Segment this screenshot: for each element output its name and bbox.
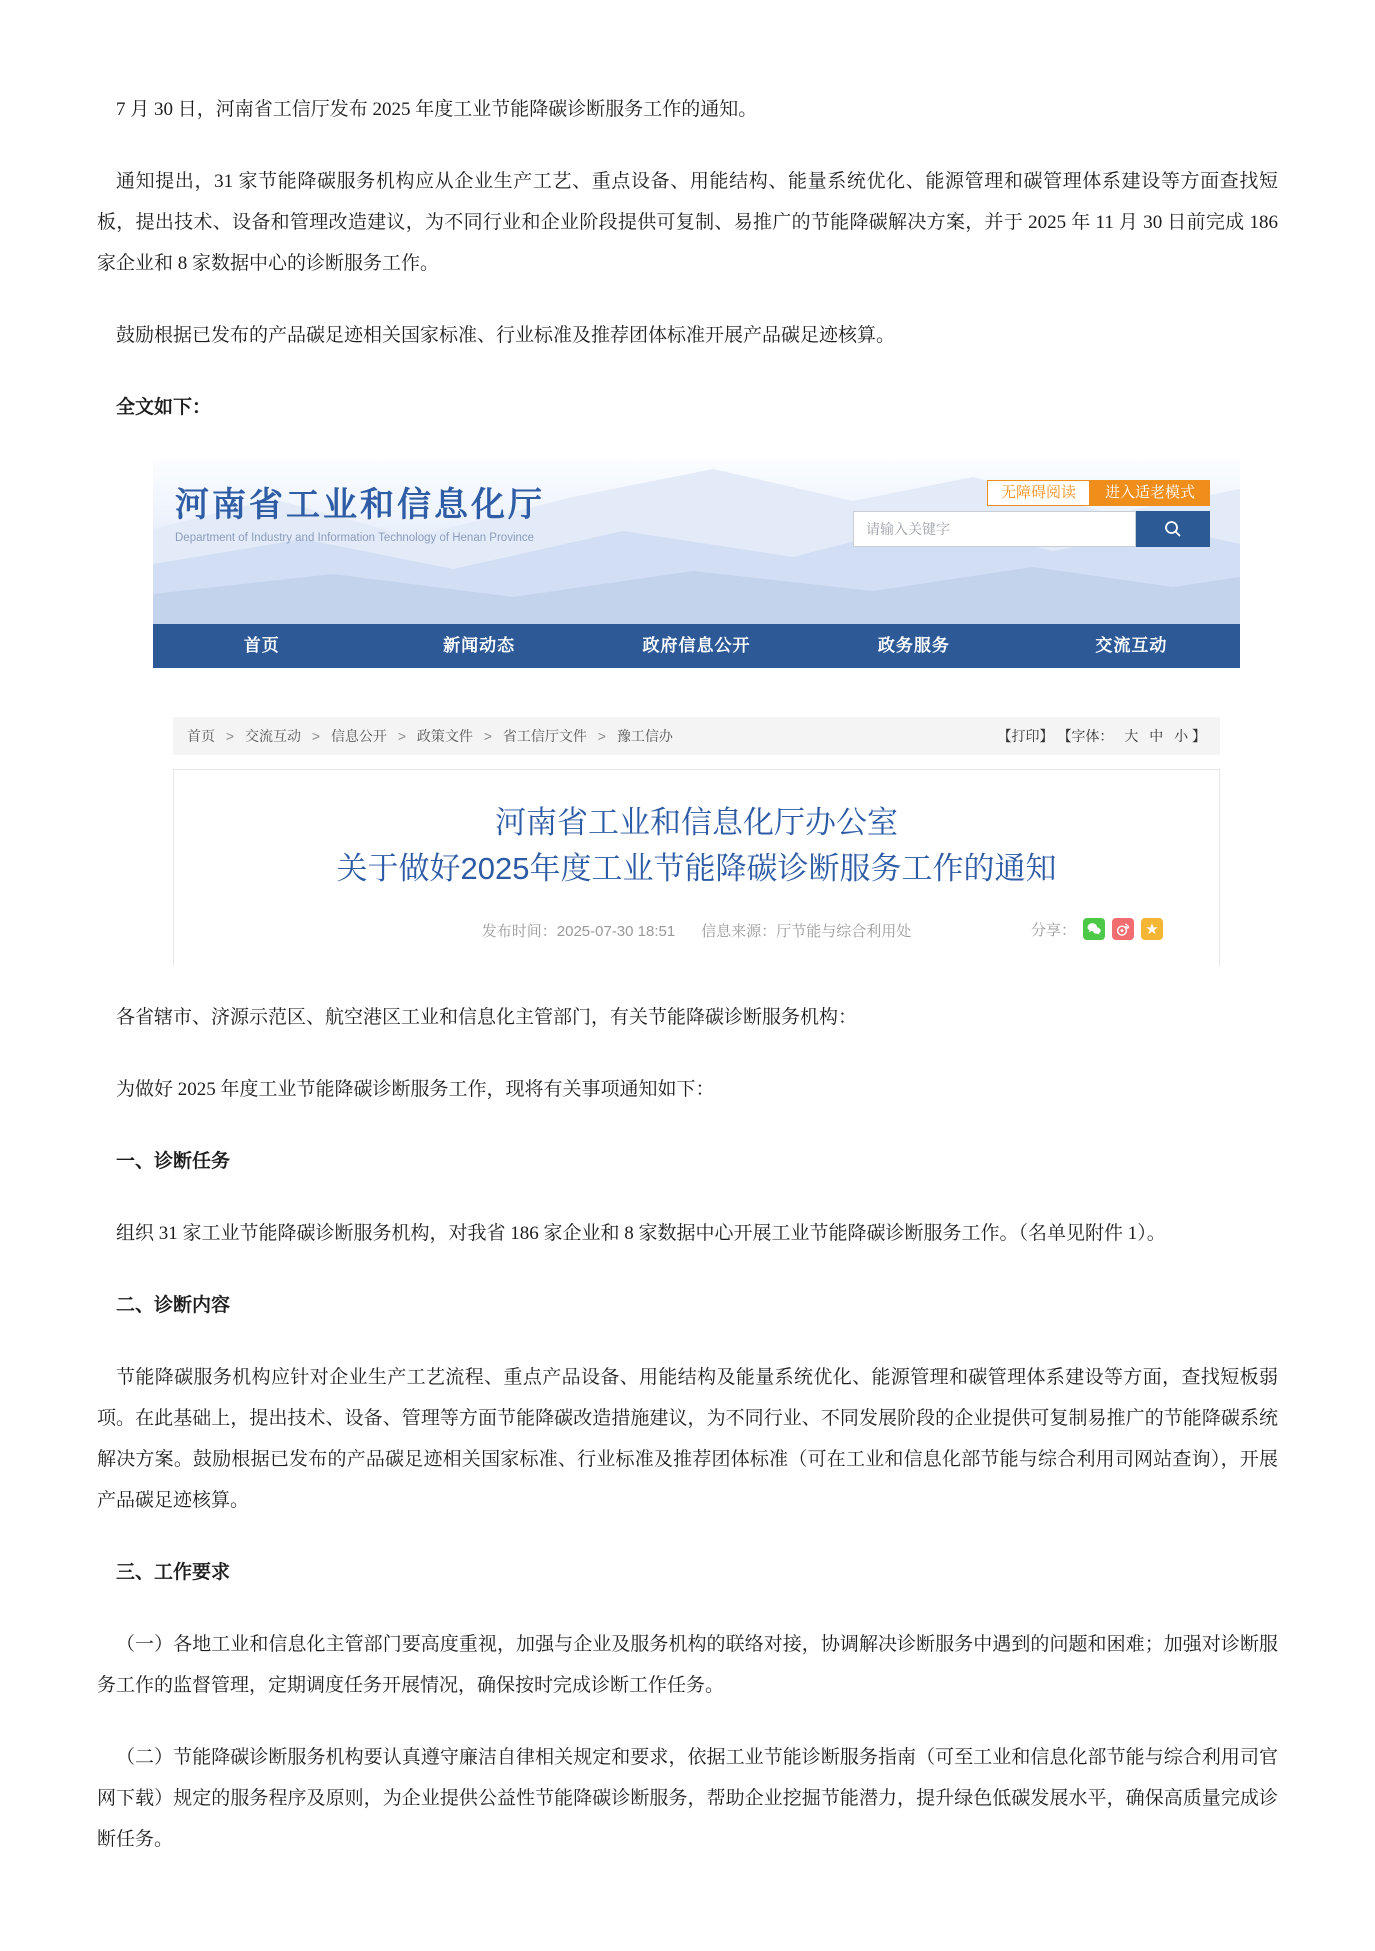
section-paragraph: （一）各地工业和信息化主管部门要高度重视，加强与企业及服务机构的联络对接，协调解决诊断服务中遇到的问题和困难；加强对诊断服务工作的监督管理，定期调度任务开展情况，确保按时完成诊断工作任务。 — [97, 1634, 1278, 1696]
embedded-site-screenshot — [153, 459, 1240, 966]
breadcrumb-item-policy-docs[interactable]: 政策文件 — [416, 728, 473, 744]
search-bar — [853, 511, 1210, 547]
font-size-small[interactable]: 小 — [1174, 728, 1189, 744]
breadcrumb — [187, 726, 673, 746]
breadcrumb-separator: > — [311, 728, 321, 744]
notice-title-line1: 河南省工业和信息化厅办公室 — [495, 805, 898, 840]
intro-section — [0, 0, 1375, 428]
nav-item-interaction[interactable]: 交流互动 — [1095, 636, 1168, 655]
section-heading: 二、诊断内容 — [116, 1295, 231, 1316]
source-value: 厅节能与综合利用处 — [776, 923, 912, 940]
site-logo — [175, 477, 545, 544]
section-heading: 一、诊断任务 — [116, 1151, 231, 1172]
notice-lead: 为做好 2025 年度工业节能降碳诊断服务工作，现将有关事项通知如下： — [116, 1079, 715, 1100]
font-size-label-end: 】 — [1192, 728, 1206, 744]
nav-item-home[interactable]: 首页 — [243, 636, 280, 655]
weibo-share-icon[interactable] — [1112, 918, 1134, 940]
publish-time: 2025-07-30 18:51 — [556, 923, 676, 940]
font-size-label: 【字体： — [1057, 728, 1114, 744]
notice-title-line2: 关于做好2025年度工业节能降碳诊断服务工作的通知 — [336, 851, 1057, 886]
font-size-large[interactable]: 大 — [1124, 728, 1139, 744]
publish-time-label: 发布时间： — [481, 923, 557, 940]
accessibility-button[interactable]: 无障碍阅读 — [987, 480, 1090, 506]
site-banner — [153, 459, 1240, 624]
main-nav — [153, 624, 1240, 668]
elder-mode-button[interactable]: 进入适老模式 — [1090, 480, 1210, 506]
banner-buttons — [987, 480, 1210, 506]
section-heading: 三、工作要求 — [116, 1562, 231, 1583]
section-paragraph: 节能降碳服务机构应针对企业生产工艺流程、重点产品设备、用能结构及能量系统优化、能源管理和碳管理体系建设等方面，查找短板弱项。在此基础上，提出技术、设备、管理等方面节能降碳改造措施建议，为不同行业、不同发展阶段的企业提供可复制易推广的节能降碳系统解决方案。鼓励根据已发布的产品碳足迹相关国家标准、行业标准及推荐团体标准（可在工业和信息化部节能与综合利用司网站查询），开展产品碳足迹核算。 — [97, 1367, 1278, 1511]
search-input[interactable] — [853, 511, 1136, 547]
nav-item-news[interactable]: 新闻动态 — [443, 636, 516, 655]
intro-paragraph: 鼓励根据已发布的产品碳足迹相关国家标准、行业标准及推荐团体标准开展产品碳足迹核算。 — [116, 325, 896, 346]
breadcrumb-item-doc-type[interactable]: 豫工信办 — [616, 728, 673, 744]
source-label: 信息来源： — [701, 923, 777, 940]
breadcrumb-separator: > — [483, 728, 492, 744]
nav-item-services[interactable]: 政务服务 — [877, 636, 950, 655]
star-share-icon[interactable]: ★ — [1141, 918, 1163, 940]
breadcrumb-item-info[interactable]: 信息公开 — [330, 728, 387, 744]
banner-content-gap — [153, 668, 1240, 717]
breadcrumb-separator: > — [597, 728, 606, 744]
breadcrumb-bar — [173, 717, 1220, 755]
page-tools — [998, 726, 1206, 746]
notice-content-box — [173, 769, 1220, 966]
site-logo-title: 河南省工业和信息化厅 — [175, 486, 545, 524]
fulltext-label: 全文如下： — [116, 397, 212, 418]
breadcrumb-content-gap — [153, 755, 1240, 769]
site-logo-subtitle: Department of Industry and Information Technology of Henan Province — [175, 532, 535, 544]
search-icon — [1162, 518, 1184, 540]
intro-paragraph: 通知提出，31 家节能降碳服务机构应从企业生产工艺、重点设备、用能结构、能量系统优化、能源管理和碳管理体系建设等方面查找短板，提出技术、设备和管理改造建议，为不同行业和企业阶段提供可复制、易推广的节能降碳解决方案，并于 2025 年 11 月 30 日前完成 186 家企业和 8 家数据中心的诊断服务工作。 — [97, 171, 1278, 274]
breadcrumb-separator: > — [397, 728, 407, 744]
font-size-medium[interactable]: 中 — [1149, 728, 1164, 744]
share-label: 分享： — [1030, 921, 1076, 939]
print-button[interactable]: 【打印】 — [997, 728, 1054, 744]
notice-body — [0, 997, 1375, 1951]
wechat-share-icon[interactable] — [1083, 918, 1105, 940]
intro-paragraph: 7 月 30 日，河南省工信厅发布 2025 年度工业节能降碳诊断服务工作的通知。 — [116, 99, 758, 120]
breadcrumb-separator: > — [225, 728, 235, 744]
breadcrumb-item-dept-docs[interactable]: 省工信厅文件 — [502, 728, 587, 744]
search-button[interactable] — [1136, 511, 1210, 547]
breadcrumb-item-home[interactable]: 首页 — [187, 728, 215, 744]
breadcrumb-item-interaction[interactable]: 交流互动 — [244, 728, 301, 744]
section-paragraph: （二）节能降碳诊断服务机构要认真遵守廉洁自律相关规定和要求，依据工业节能诊断服务指南（可至工业和信息化部节能与综合利用司官网下载）规定的服务程序及原则，为企业提供公益性节能降碳诊断服务，帮助企业挖掘节能潜力，提升绿色低碳发展水平，确保高质量完成诊断任务。 — [97, 1747, 1278, 1850]
nav-item-gov-info[interactable]: 政府信息公开 — [642, 636, 751, 655]
share-row — [1031, 918, 1163, 940]
section-paragraph: 组织 31 家工业节能降碳诊断服务机构，对我省 186 家企业和 8 家数据中心开展工业节能降碳诊断服务工作。（名单见附件 1）。 — [116, 1223, 1166, 1244]
notice-salutation: 各省辖市、济源示范区、航空港区工业和信息化主管部门，有关节能降碳诊断服务机构： — [116, 1007, 858, 1028]
